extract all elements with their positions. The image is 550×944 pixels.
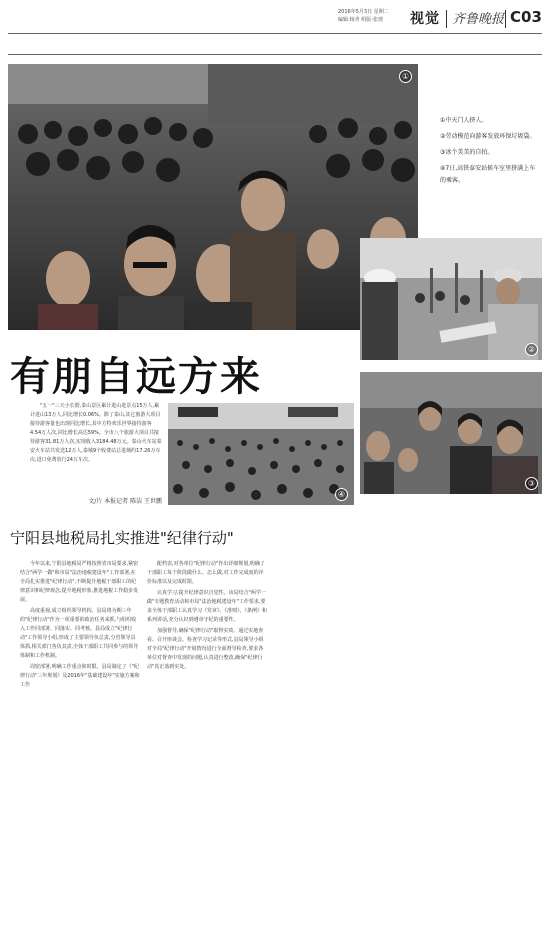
page-number: C03 [510, 8, 542, 26]
story1-body: "五一"三天小长假,泰山景区累计进山进景点15万人,累计进山13万人,同比增长0.06%。除了泰山,其它旅游大项目接待游客量也出现同比增长,其中方特欢乐世界接待游客4.54万人次,同比增长高达59%。全市八个旅游大项目共接待游客31.81万人次,实现收入3184.48万元。泰山火车站泰安火车站共发送12万人,泰城9个收费站总进城约17.26万车次,进口免费放行24万车次。 [30, 403, 162, 463]
header-rule [8, 54, 542, 55]
headline-main: 有朋自远方来 [10, 353, 262, 400]
header-divider [505, 10, 506, 28]
crowd-photo-art [8, 64, 418, 330]
caption-2: ②劳动模范向游客发放环保垃圾袋。 [440, 133, 536, 140]
photo-selfie [360, 372, 542, 494]
paragraph: 加强督导,确保"纪律行动"取得实效。通过实地查看、召开座谈会、检查学习记录等形式,县局领导小组对全局"纪律行动"开展情况进行全面督导检查,要求各单位对督查中发现的问题,认真进行整改,确保"纪律行动"真正落到实处。 [147, 628, 264, 670]
photo-captions [440, 115, 540, 191]
photo-number-4: ④ [335, 488, 348, 501]
caption-3: ③冰个美美的自拍。 [440, 149, 494, 156]
paragraph: 认真学习,提升纪律意识自觉性。该局结合"两学一做"专题教育活动和市局"法治地税建设年"工作要求,要求全体干部职工认真学习《党章》、《准则》、《条例》和系列讲话,充分认识到遵章守纪的重要性。 [147, 590, 268, 623]
photo-volunteers [360, 238, 542, 360]
story2-column-2 [147, 560, 267, 674]
photo-number-1: ① [399, 70, 412, 83]
selfie-photo-art [360, 372, 542, 494]
headline-secondary: 宁阳县地税局扎实推进"纪律行动" [10, 529, 234, 547]
issue-weekday: 星期二 [373, 9, 389, 15]
issue-date: 2016年5月3日 [338, 9, 373, 15]
story2-column-1 [20, 560, 140, 692]
station-photo-art [168, 403, 354, 505]
photo-train-station [168, 403, 354, 505]
paragraph: 周密部署,明确工作重点和时限。县局制定了《"纪律行动"三年规划》及2016年"基础建设年"实施方案和工作 [20, 664, 140, 688]
header-rule [8, 33, 542, 34]
story1-credit: 文/片 本报记者 陈洁 王世鹏 [88, 498, 162, 505]
caption-1: ①中天门人挤人。 [440, 117, 488, 124]
header-divider [446, 10, 447, 28]
photo-number-2: ② [525, 343, 538, 356]
paragraph: 配档表,对各单位"纪律行动"作出详细规划,明确了干部职工每个阶段做什么、怎么做,对工作完成度的评价标准以及完成时限。 [147, 561, 265, 585]
caption-4: ④7日,高铁泰安站候车室里挤满上车的乘客。 [440, 165, 536, 184]
paragraph: 高度重视,成立组织领导机构。县局将为期三年的"纪律行动"作为一项重要的政治任务来抓,与组织收入工作同部署、同落实、同考核。县局成立"纪律行动"工作领导小组,形成了主要领导负总责,分管领导具体抓,相关部门各负其责,全体干部职工共同参与的领导体制和工作机制。 [20, 608, 139, 659]
editors-line: 编辑:杨青 组版:张琰 [338, 17, 383, 23]
section-category: 视觉 [410, 11, 440, 27]
photo-number-3: ③ [525, 477, 538, 490]
header-meta [338, 8, 418, 24]
paper-logo: 齐鲁晚报 [452, 12, 505, 27]
paragraph: 今年以来,宁阳县地税局严格按照省市局要求,紧密结合"两学一做"和市局"法治地税建设年"工作部署,在全局扎实推进"纪律行动",不断提升地税干部职工的纪律意识和纪律观念,提升地税形象,推进地税工作稳步发展。 [20, 561, 139, 603]
volunteers-photo-art [360, 238, 542, 360]
photo-crowd-zhongtianmen [8, 64, 418, 330]
